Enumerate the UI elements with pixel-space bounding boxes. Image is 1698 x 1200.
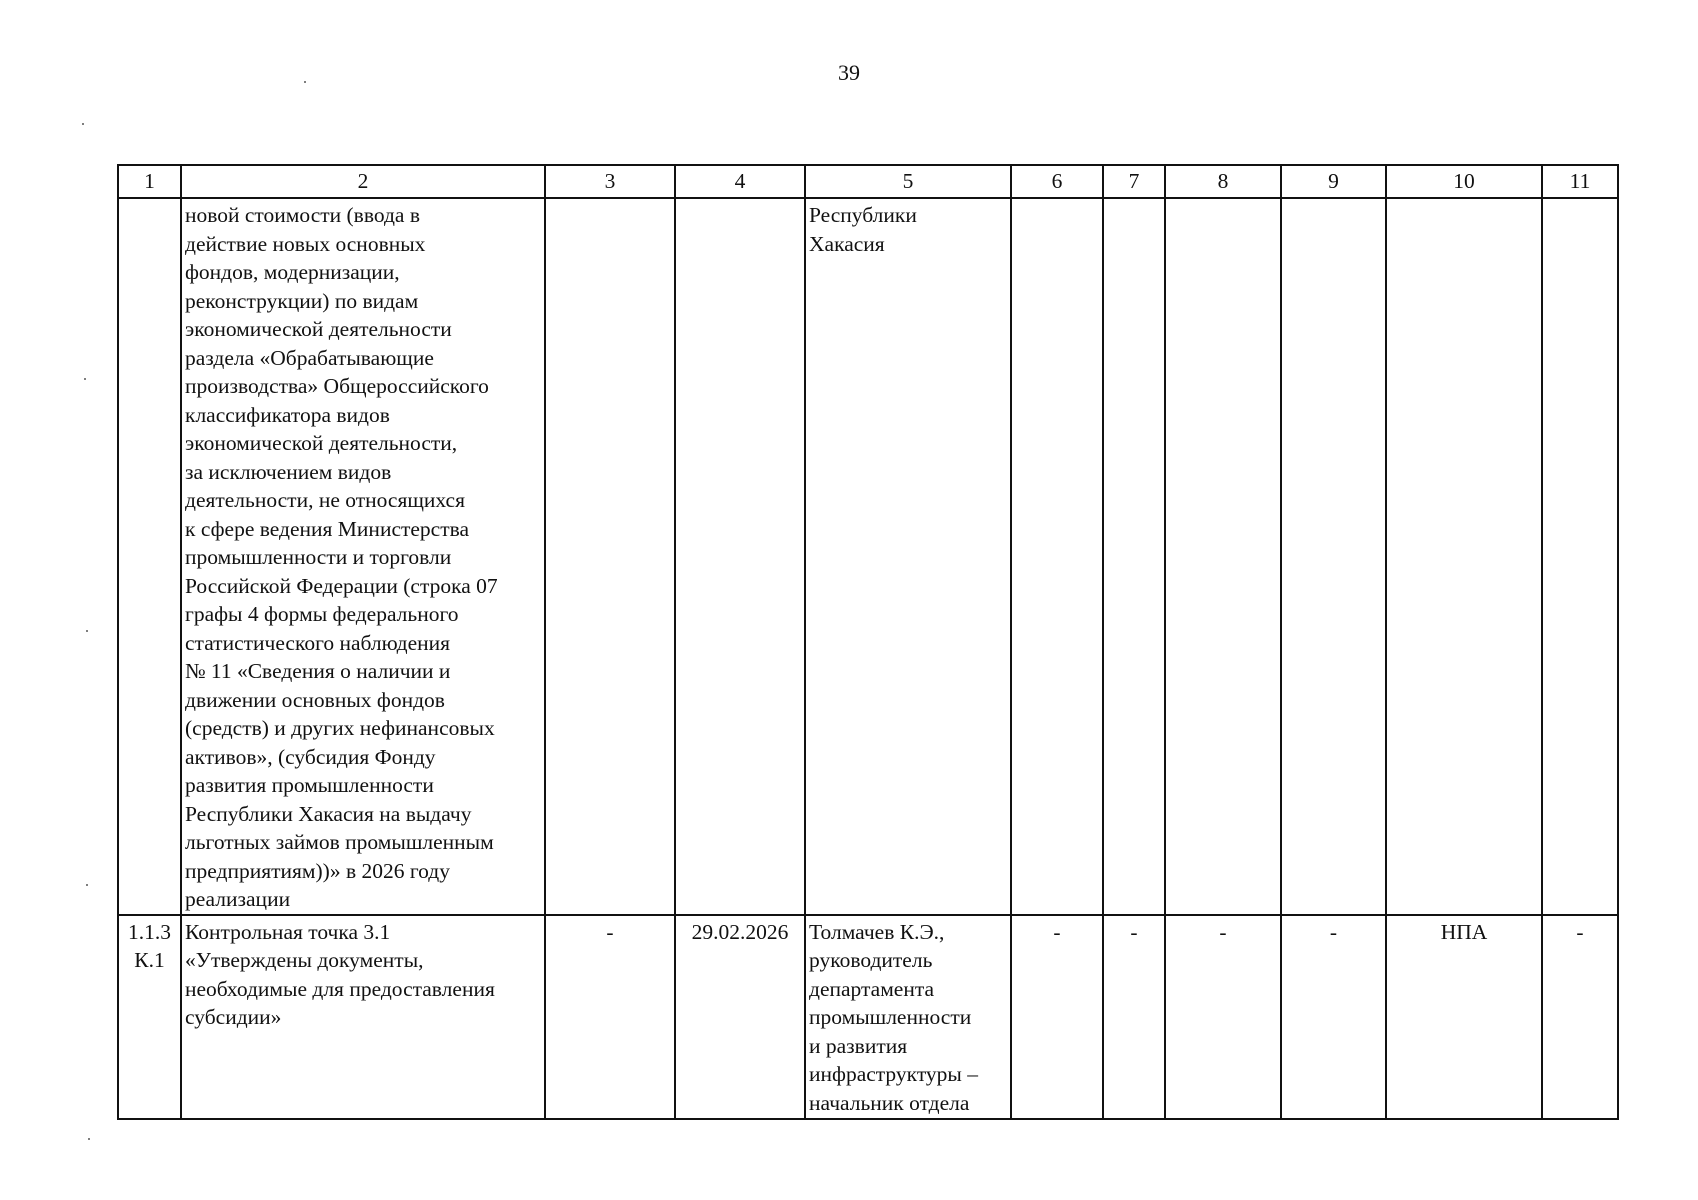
cell-col6	[1011, 198, 1103, 915]
header-cell: 8	[1165, 165, 1281, 198]
scan-speck	[304, 81, 306, 83]
table-header-row	[118, 165, 1618, 198]
cell-document-type: НПА	[1386, 915, 1542, 1119]
cell-col4	[675, 198, 805, 915]
cell-responsible: Республики Хакасия	[805, 198, 1011, 915]
header-cell: 2	[181, 165, 545, 198]
header-cell: 5	[805, 165, 1011, 198]
cell-col3	[545, 198, 675, 915]
header-cell: 1	[118, 165, 181, 198]
header-cell: 3	[545, 165, 675, 198]
header-cell: 10	[1386, 165, 1542, 198]
header-cell: 9	[1281, 165, 1386, 198]
cell-col11	[1542, 198, 1618, 915]
page-number: 39	[838, 60, 860, 85]
header-cell: 6	[1011, 165, 1103, 198]
table-row-checkpoint	[118, 915, 1618, 1119]
scan-speck	[86, 630, 88, 632]
cell-number: 1.1.3 К.1	[118, 915, 181, 1119]
scan-speck	[86, 884, 88, 886]
cell-deadline: 29.02.2026	[675, 915, 805, 1119]
cell-number	[118, 198, 181, 915]
plan-table	[117, 164, 1619, 1120]
cell-col9	[1281, 198, 1386, 915]
cell-description: новой стоимости (ввода в действие новых основных фондов, модернизации, реконструкции) по видам экономической деятельности раздела «Обрабатывающие производства» Общероссийского классификатора видов экономической деятельности, за исключением видов деятельности, не относящихся к сфере ведения Министерства промышленности и торговли Российской Федерации (строка 07 графы 4 формы федерального статистического наблюдения № 11 «Сведения о наличии и движении основных фондов (средств) и других нефинансовых активов», (субсидия Фонду развития промышленности Республики Хакасия на выдачу льготных займов промышленным предприятиям))» в 2026 году реализации	[181, 198, 545, 915]
scan-speck	[88, 1138, 90, 1140]
scan-speck	[84, 378, 86, 380]
header-cell: 4	[675, 165, 805, 198]
scan-speck	[82, 123, 84, 125]
header-cell: 11	[1542, 165, 1618, 198]
cell-responsible: Толмачев К.Э., руководитель департамента промышленности и развития инфраструктуры – начальник отдела	[805, 915, 1011, 1119]
header-cell: 7	[1103, 165, 1165, 198]
cell-col7: -	[1103, 915, 1165, 1119]
cell-col6: -	[1011, 915, 1103, 1119]
cell-col11: -	[1542, 915, 1618, 1119]
cell-col7	[1103, 198, 1165, 915]
cell-col8: -	[1165, 915, 1281, 1119]
cell-col8	[1165, 198, 1281, 915]
cell-description: Контрольная точка 3.1 «Утверждены документы, необходимые для предоставления субсидии»	[181, 915, 545, 1119]
cell-col9: -	[1281, 915, 1386, 1119]
table-row-continuation	[118, 198, 1618, 915]
cell-col3: -	[545, 915, 675, 1119]
cell-col10	[1386, 198, 1542, 915]
